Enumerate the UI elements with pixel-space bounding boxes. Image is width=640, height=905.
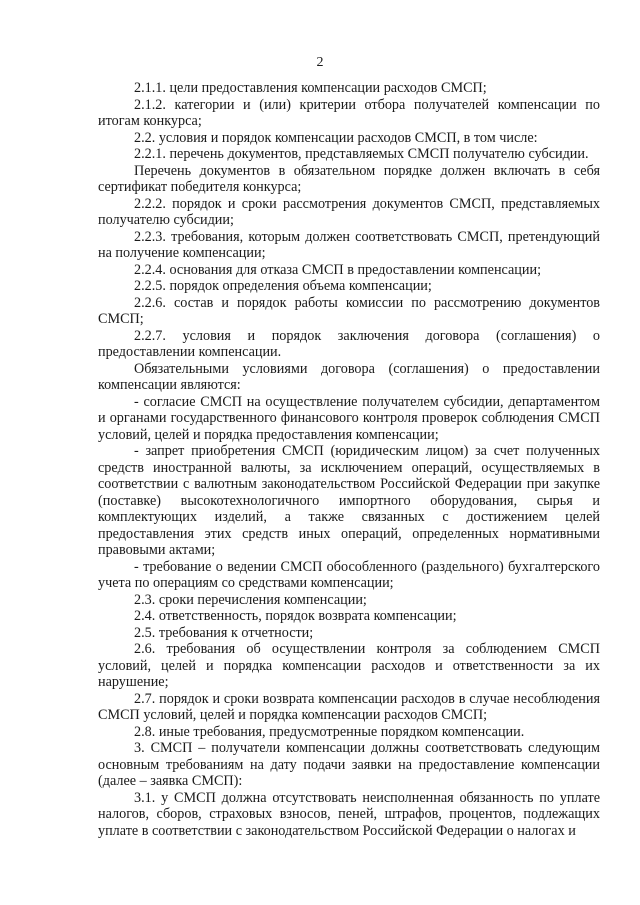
paragraph: Перечень документов в обязательном порядке должен включать в себя сертификат победителя конкурса;	[98, 162, 600, 195]
paragraph: 2.4. ответственность, порядок возврата компенсации;	[134, 608, 457, 624]
paragraph: - требование о ведении СМСП обособленного (раздельного) бухгалтерского учета по операциям со средствами компенсации;	[98, 558, 600, 591]
document-body	[98, 80, 600, 839]
paragraph: 2.1.2. категории и (или) критерии отбора получателей компенсации по итогам конкурса;	[98, 96, 600, 129]
paragraph: 2.2.1. перечень документов, представляемых СМСП получателю субсидии.	[134, 146, 589, 162]
paragraph: 2.6. требования об осуществлении контроля за соблюдением СМСП условий, целей и порядка компенсации расходов и ответственности за их нарушение;	[98, 641, 600, 690]
paragraph: 2.2.4. основания для отказа СМСП в предоставлении компенсации;	[134, 261, 542, 278]
page-number: 2	[316, 55, 324, 70]
paragraph: 2.2.3. требования, которым должен соответствовать СМСП, претендующий на получение компенсации;	[98, 228, 600, 261]
paragraph: - запрет приобретения СМСП (юридическим лицом) за счет полученных средств иностранной валюты, за исключением операций, осуществляемых в соответствии с валютным законодательством Российской Федерации при закупке (поставке) высокотехнологичного импортного оборудования, сырья и комплектующих изделий, а также связанных с достижением целей предоставления этих средств иных операций, определенных нормативными правовыми актами;	[98, 443, 600, 558]
paragraph: 2.3. сроки перечисления компенсации;	[134, 591, 367, 608]
paragraph: 2.1.1. цели предоставления компенсации расходов СМСП;	[134, 80, 487, 96]
paragraph: 3. СМСП – получатели компенсации должны соответствовать следующим основным требованиям на дату подачи заявки на предоставление компенсации (далее – заявка СМСП):	[98, 740, 600, 789]
paragraph: Обязательными условиями договора (соглашения) о предоставлении компенсации являются:	[98, 360, 600, 393]
paragraph: - согласие СМСП на осуществление получателем субсидии, департаментом и органами государственного финансового контроля проверок соблюдения СМСП условий, целей и порядка предоставления компенсации;	[98, 393, 600, 443]
paragraph: 3.1. у СМСП должна отсутствовать неисполненная обязанность по уплате налогов, сборов, страховых взносов, пеней, штрафов, процентов, подлежащих уплате в соответствии с законодательством Российской Федерации о налогах и	[98, 789, 600, 839]
paragraph: 2.8. иные требования, предусмотренные порядком компенсации.	[134, 723, 525, 740]
paragraph: 2.2.7. условия и порядок заключения договора (соглашения) о предоставлении компенсации.	[98, 327, 600, 360]
paragraph: 2.2.5. порядок определения объема компенсации;	[134, 278, 432, 294]
paragraph: 2.2.2. порядок и сроки рассмотрения документов СМСП, представляемых получателю субсидии;	[98, 195, 600, 228]
paragraph: 2.7. порядок и сроки возврата компенсации расходов в случае несоблюдения СМСП условий, целей и порядка компенсации расходов СМСП;	[98, 690, 600, 723]
paragraph: 2.2.6. состав и порядок работы комиссии по рассмотрению документов СМСП;	[98, 294, 600, 327]
paragraph: 2.2. условия и порядок компенсации расходов СМСП, в том числе:	[134, 129, 538, 146]
paragraph: 2.5. требования к отчетности;	[134, 624, 314, 641]
